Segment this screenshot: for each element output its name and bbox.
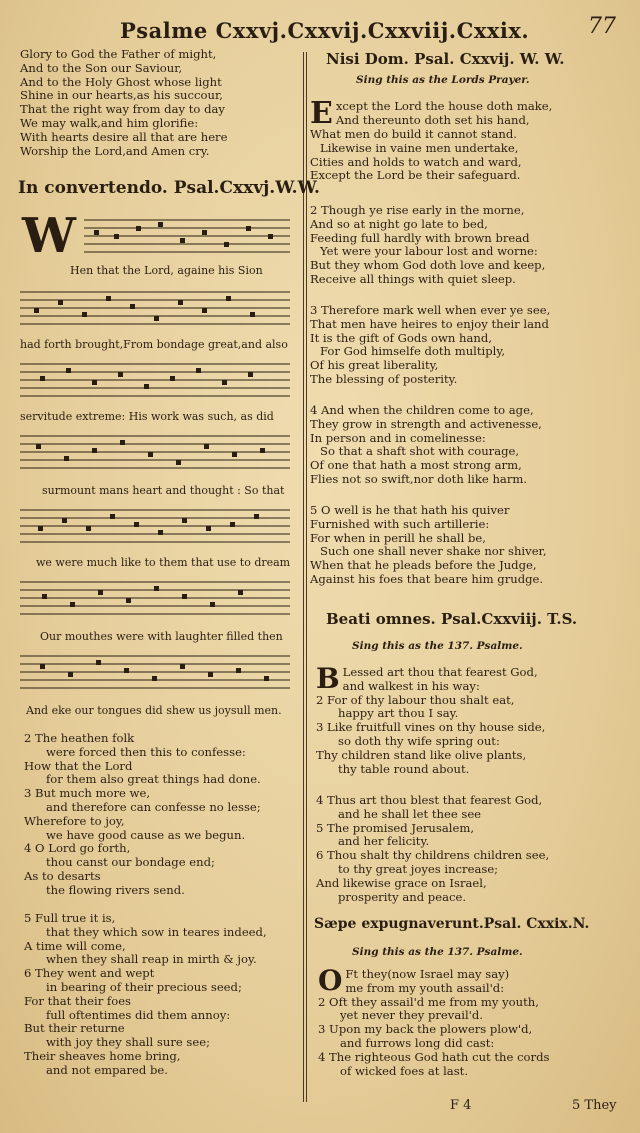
lyric-line: And eke our tongues did shew us joysull men. bbox=[26, 704, 282, 717]
text-line: With hearts desire all that are here bbox=[20, 129, 228, 144]
psalm-127-tune: Sing this as the Lords Prayer. bbox=[356, 74, 530, 86]
verse-line: Ft they(now Israel may say) bbox=[345, 967, 510, 981]
music-staff bbox=[20, 504, 290, 548]
verse-line: and not empared be. bbox=[46, 1062, 168, 1077]
lyric-line: Our mouthes were with laughter filled then bbox=[40, 630, 283, 643]
verse-line: Against his foes that beare him grudge. bbox=[310, 571, 544, 586]
psalm-129-verses bbox=[318, 964, 550, 1078]
verse-line: As to desarts bbox=[24, 868, 101, 883]
verse-line: thou canst our bondage end; bbox=[46, 855, 215, 870]
verse-line: 5 The promised Jerusalem, bbox=[316, 820, 474, 835]
text-line: And to the Holy Ghost whose light bbox=[20, 74, 222, 89]
music-staff bbox=[20, 650, 290, 694]
column-rule bbox=[303, 52, 304, 1102]
catchword: 5 They bbox=[572, 1098, 617, 1113]
lyric-line: had forth brought,From bondage great,and also bbox=[20, 338, 288, 351]
verse-line: and her felicity. bbox=[338, 834, 430, 849]
verse-line: that they which sow in teares indeed, bbox=[46, 924, 267, 939]
lyric-line: we were much like to them that use to dream bbox=[36, 556, 291, 569]
verse-line: 4 And when the children come to age, bbox=[310, 403, 534, 417]
verse-line: so doth thy wife spring out: bbox=[338, 733, 500, 748]
verse-line: of wicked foes at last. bbox=[340, 1063, 469, 1078]
verse-line: 3 Upon my back the plowers plow'd, bbox=[318, 1022, 533, 1037]
verse-line: Their sheaves home bring, bbox=[24, 1048, 181, 1063]
running-head: Psalme Cxxvj.Cxxvij.Cxxviij.Cxxix. bbox=[120, 18, 530, 43]
drop-cap: O bbox=[318, 964, 343, 997]
psalm-128-verses-4-6 bbox=[316, 794, 549, 904]
verse-line: for them also great things had done. bbox=[46, 772, 261, 787]
lyric-line: surmount mans heart and thought : So that bbox=[42, 484, 285, 497]
verse-line: in bearing of their precious seed; bbox=[46, 979, 242, 994]
psalm-127-stanza-5 bbox=[310, 504, 547, 587]
verse-line: 4 O Lord go forth, bbox=[24, 841, 131, 856]
verse-line: How that the Lord bbox=[24, 758, 133, 773]
verse-line: They grow in strength and activenesse, bbox=[310, 416, 542, 431]
music-staff bbox=[20, 576, 290, 620]
verse-line: For when in perill he shall be, bbox=[310, 530, 486, 545]
verse-line: So that a shaft shot with courage, bbox=[320, 444, 520, 459]
verse-line: happy art thou I say. bbox=[338, 706, 459, 721]
verse-line: 3 But much more we, bbox=[24, 786, 151, 801]
verse-line: It is the gift of Gods own hand, bbox=[310, 330, 492, 345]
verse-line: Such one shall never shake nor shiver, bbox=[320, 544, 547, 559]
text-line: Worship the Lord,and Amen cry. bbox=[20, 143, 210, 158]
verse-line: 3 Like fruitfull vines on thy house side, bbox=[316, 720, 546, 735]
verse-line: Furnished with such artillerie: bbox=[310, 516, 490, 531]
verse-line: The blessing of posterity. bbox=[310, 371, 458, 386]
psalm-128-tune: Sing this as the 137. Psalme. bbox=[352, 640, 523, 652]
music-staff bbox=[20, 358, 290, 402]
verse-line: Likewise in vaine men undertake, bbox=[320, 140, 519, 155]
psalm-128-verses-1-3 bbox=[316, 662, 546, 776]
verse-line: 3 Therefore mark well when ever ye see, bbox=[310, 303, 551, 317]
page-number: 77 bbox=[588, 14, 616, 39]
verse-line: 2 Oft they assail'd me from my youth, bbox=[318, 994, 539, 1009]
verse-line: prosperity and peace. bbox=[338, 889, 467, 904]
psalm-127-stanza-3 bbox=[310, 304, 550, 387]
lyric-line: Hen that the Lord, againe his Sion bbox=[70, 264, 263, 277]
verse-line: Thy children stand like olive plants, bbox=[316, 747, 527, 762]
verse-line: When that he pleads before the Judge, bbox=[310, 558, 537, 573]
psalm-126-verses-2-4 bbox=[24, 732, 261, 898]
verse-line: thy table round about. bbox=[338, 761, 470, 776]
music-staff bbox=[20, 430, 290, 474]
drop-cap: E bbox=[310, 96, 333, 131]
verse-line: But they whom God doth love and keep, bbox=[310, 258, 546, 273]
verse-line: 4 The righteous God hath cut the cords bbox=[318, 1049, 550, 1064]
text-line: That the right way from day to day bbox=[20, 102, 225, 117]
psalm-128-title: Beati omnes. Psal.Cxxviij. T.S. bbox=[326, 610, 578, 628]
verse-line: with joy they shall sure see; bbox=[46, 1035, 210, 1050]
verse-line: Wherefore to joy, bbox=[24, 813, 125, 828]
signature-mark: F 4 bbox=[450, 1098, 472, 1113]
verse-line: Yet were your labour lost and worne: bbox=[320, 244, 538, 259]
verse-line: to thy great joyes increase; bbox=[338, 861, 499, 876]
lyric-line: servitude extreme: His work was such, as did bbox=[20, 410, 274, 423]
verse-line: and furrows long did cast: bbox=[340, 1035, 495, 1050]
music-staff bbox=[20, 286, 290, 330]
doxology bbox=[20, 48, 227, 158]
verse-line: yet never they prevail'd. bbox=[340, 1008, 483, 1023]
text-line: Shine in our hearts,as his succour, bbox=[20, 88, 223, 103]
verse-line: 2 Though ye rise early in the morne, bbox=[310, 203, 525, 217]
verse-line: 5 Full true it is, bbox=[24, 911, 116, 925]
verse-line: when they shall reap in mirth & joy. bbox=[46, 952, 257, 967]
musical-initial: W bbox=[22, 208, 76, 264]
psalm-127-stanza-2 bbox=[310, 204, 545, 287]
psalm-129-title: Sæpe expugnaverunt.Psal. Cxxix.N. bbox=[314, 916, 590, 932]
verse-line: Of one that hath a most strong arm, bbox=[310, 458, 522, 473]
verse-line: Feeding full hardly with brown bread bbox=[310, 230, 530, 245]
psalm-129-tune: Sing this as the 137. Psalme. bbox=[352, 946, 523, 958]
verse-line: But their returne bbox=[24, 1021, 125, 1036]
verse-line: 2 The heathen folk bbox=[24, 731, 135, 745]
psalm-126-title: In convertendo. Psal.Cxxvj.W.W. bbox=[18, 178, 320, 198]
verse-line: And likewise grace on Israel, bbox=[316, 875, 487, 890]
verse-line: And thereunto doth set his hand, bbox=[335, 112, 530, 127]
verse-line: In person and in comelinesse: bbox=[310, 430, 486, 445]
verse-line: we have good cause as we begun. bbox=[46, 827, 246, 842]
verse-line: Cities and holds to watch and ward, bbox=[310, 154, 522, 169]
psalm-126-verses-5-6 bbox=[24, 912, 267, 1078]
verse-line: the flowing rivers send. bbox=[46, 882, 185, 897]
verse-line: and walkest in his way: bbox=[342, 678, 480, 693]
psalm-127-stanza-1 bbox=[310, 96, 553, 183]
psalm-127-title: Nisi Dom. Psal. Cxxvij. W. W. bbox=[326, 50, 565, 68]
verse-line: A time will come, bbox=[24, 938, 126, 953]
verse-line: 4 Thus art thou blest that fearest God, bbox=[316, 793, 543, 807]
verse-line: me from my youth assail'd: bbox=[345, 980, 505, 995]
verse-line: For God himselfe doth multiply, bbox=[320, 344, 506, 359]
verse-line: That men have heires to enjoy their land bbox=[310, 316, 549, 331]
verse-line: 6 Thou shalt thy childrens children see, bbox=[316, 848, 550, 863]
verse-line: full oftentimes did them annoy: bbox=[46, 1007, 231, 1022]
verse-line: and he shall let thee see bbox=[338, 806, 482, 821]
verse-line: And so at night go late to bed, bbox=[310, 216, 488, 231]
drop-cap: B bbox=[316, 662, 340, 695]
column-rule bbox=[306, 52, 307, 1102]
verse-line: 6 They went and wept bbox=[24, 966, 155, 981]
verse-line: 5 O well is he that hath his quiver bbox=[310, 503, 510, 517]
psalm-127-stanza-4 bbox=[310, 404, 542, 487]
music-staff bbox=[84, 214, 290, 258]
verse-line: Receive all things with quiet sleep. bbox=[310, 271, 516, 286]
verse-line: For that their foes bbox=[24, 993, 132, 1008]
verse-line: 2 For of thy labour thou shalt eat, bbox=[316, 692, 515, 707]
verse-line: xcept the Lord the house doth make, bbox=[335, 99, 553, 113]
verse-line: What men do build it cannot stand. bbox=[310, 127, 517, 141]
text-line: And to the Son our Saviour, bbox=[20, 60, 183, 75]
verse-line: Lessed art thou that fearest God, bbox=[342, 665, 538, 679]
verse-line: and therefore can confesse no lesse; bbox=[46, 799, 261, 814]
verse-line: were forced then this to confesse: bbox=[46, 744, 246, 759]
verse-line: Flies not so swift,nor doth like harm. bbox=[310, 471, 528, 486]
verse-line: Of his great liberality, bbox=[310, 358, 439, 373]
verse-line: Except the Lord be their safeguard. bbox=[310, 168, 521, 183]
text-line: We may walk,and him glorifie: bbox=[20, 115, 199, 130]
text-line: Glory to God the Father of might, bbox=[20, 47, 217, 61]
